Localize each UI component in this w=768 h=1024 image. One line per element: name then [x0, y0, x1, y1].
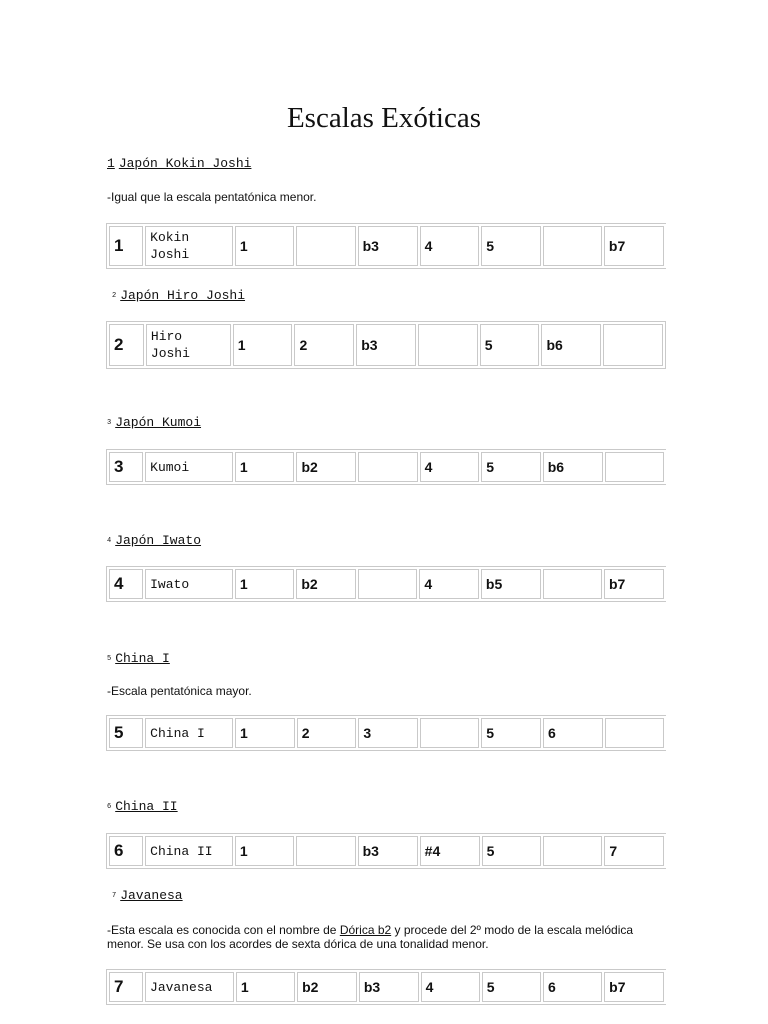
section-description: [107, 923, 667, 951]
scale-table-china-ii: [106, 833, 666, 869]
scale-number: 6: [109, 836, 143, 866]
scale-name: Hiro Joshi: [146, 324, 231, 366]
scale-name: Javanesa: [145, 972, 234, 1002]
table-row: [109, 324, 663, 366]
degree-cell: [296, 836, 355, 866]
desc-text: -Esta escala es conocida con el nombre de: [107, 923, 340, 937]
scale-number: 2: [109, 324, 144, 366]
degree-cell: 1: [235, 836, 295, 866]
degree-cell: 4: [419, 569, 479, 599]
degree-cell: b3: [358, 836, 418, 866]
degree-cell: b3: [359, 972, 419, 1002]
scale-number: 3: [109, 452, 143, 482]
section-heading-1: [107, 156, 251, 171]
scale-name: China I: [145, 718, 233, 748]
section-number: 7: [112, 891, 117, 900]
scale-number: 1: [109, 226, 143, 266]
section-link-kokin-joshi[interactable]: Japón Kokin Joshi: [118, 156, 252, 171]
degree-cell: [418, 324, 478, 366]
scale-number: 5: [109, 718, 143, 748]
section-heading-5: [107, 651, 170, 666]
table-row: [109, 569, 664, 599]
degree-cell: #4: [420, 836, 480, 866]
degree-cell: [543, 569, 602, 599]
scale-table-kokin-joshi: [106, 223, 666, 269]
degree-cell: b7: [604, 569, 664, 599]
degree-cell: 1: [233, 324, 293, 366]
degree-cell: 3: [358, 718, 418, 748]
page-title: Escalas Exóticas: [286, 102, 482, 134]
scale-table-javanesa: [106, 969, 666, 1005]
degree-cell: 1: [235, 452, 295, 482]
section-link-iwato[interactable]: Japón Iwato: [115, 533, 202, 548]
section-description: -Escala pentatónica mayor.: [107, 684, 252, 698]
degree-cell: [296, 226, 355, 266]
section-link-china-i[interactable]: China I: [115, 651, 170, 666]
scale-number: 7: [109, 972, 143, 1002]
degree-cell: b3: [356, 324, 416, 366]
scale-table-iwato: [106, 566, 666, 602]
degree-cell: b2: [297, 972, 357, 1002]
degree-cell: 1: [235, 718, 295, 748]
degree-cell: 5: [481, 452, 541, 482]
section-number: 6: [107, 802, 112, 811]
degree-cell: [603, 324, 663, 366]
table-row: [109, 836, 664, 866]
section-description: -Igual que la escala pentatónica menor.: [107, 190, 317, 204]
degree-cell: [605, 452, 664, 482]
degree-cell: b2: [296, 569, 356, 599]
degree-cell: [420, 718, 479, 748]
section-heading-2: [112, 288, 245, 303]
table-row: [109, 972, 664, 1002]
degree-cell: b6: [541, 324, 601, 366]
section-heading-3: [107, 415, 201, 430]
degree-cell: 4: [420, 452, 480, 482]
degree-cell: 5: [481, 226, 541, 266]
scale-name: Kumoi: [145, 452, 233, 482]
degree-cell: b7: [604, 226, 664, 266]
scale-name: Iwato: [145, 569, 233, 599]
scale-name: Kokin Joshi: [145, 226, 233, 266]
dorica-b2-link[interactable]: Dórica b2: [339, 923, 392, 937]
degree-cell: [358, 569, 417, 599]
section-link-china-ii[interactable]: China II: [115, 799, 178, 814]
degree-cell: 1: [235, 226, 295, 266]
scale-name: China II: [145, 836, 233, 866]
degree-cell: 2: [294, 324, 354, 366]
degree-cell: 4: [421, 972, 480, 1002]
scale-table-hiro-joshi: [106, 321, 666, 369]
degree-cell: 4: [420, 226, 480, 266]
scale-table-kumoi: [106, 449, 666, 485]
degree-cell: 5: [482, 836, 542, 866]
degree-cell: b6: [543, 452, 603, 482]
section-heading-6: [107, 799, 178, 814]
table-row: [109, 226, 664, 266]
section-link-kumoi[interactable]: Japón Kumoi: [115, 415, 202, 430]
degree-cell: 6: [543, 718, 603, 748]
degree-cell: [605, 718, 664, 748]
section-heading-4: [107, 533, 201, 548]
section-number: 2: [112, 291, 117, 300]
degree-cell: [543, 226, 602, 266]
degree-cell: 5: [481, 718, 541, 748]
section-number: 4: [107, 536, 112, 545]
table-row: [109, 452, 664, 482]
degree-cell: 1: [236, 972, 295, 1002]
degree-cell: b5: [481, 569, 541, 599]
degree-cell: 1: [235, 569, 295, 599]
section-number: 5: [107, 654, 112, 663]
degree-cell: 5: [480, 324, 540, 366]
section-link-hiro-joshi[interactable]: Japón Hiro Joshi: [120, 288, 246, 303]
degree-cell: 2: [297, 718, 357, 748]
degree-cell: 7: [604, 836, 664, 866]
section-number: 3: [107, 418, 112, 427]
degree-cell: 5: [482, 972, 541, 1002]
section-number: 1: [107, 156, 115, 171]
degree-cell: [543, 836, 602, 866]
degree-cell: [358, 452, 417, 482]
scale-table-china-i: [106, 715, 666, 751]
degree-cell: b3: [358, 226, 418, 266]
degree-cell: b2: [296, 452, 356, 482]
degree-cell: b7: [604, 972, 664, 1002]
desc-text: y procede del 2º modo de la escala melódica menor. Se usa con los acordes de sexta dórica de una tonalidad menor.: [107, 923, 634, 951]
scale-number: 4: [109, 569, 143, 599]
table-row: [109, 718, 664, 748]
degree-cell: 6: [543, 972, 602, 1002]
section-heading-7: [112, 888, 183, 903]
section-link-javanesa[interactable]: Javanesa: [120, 888, 183, 903]
